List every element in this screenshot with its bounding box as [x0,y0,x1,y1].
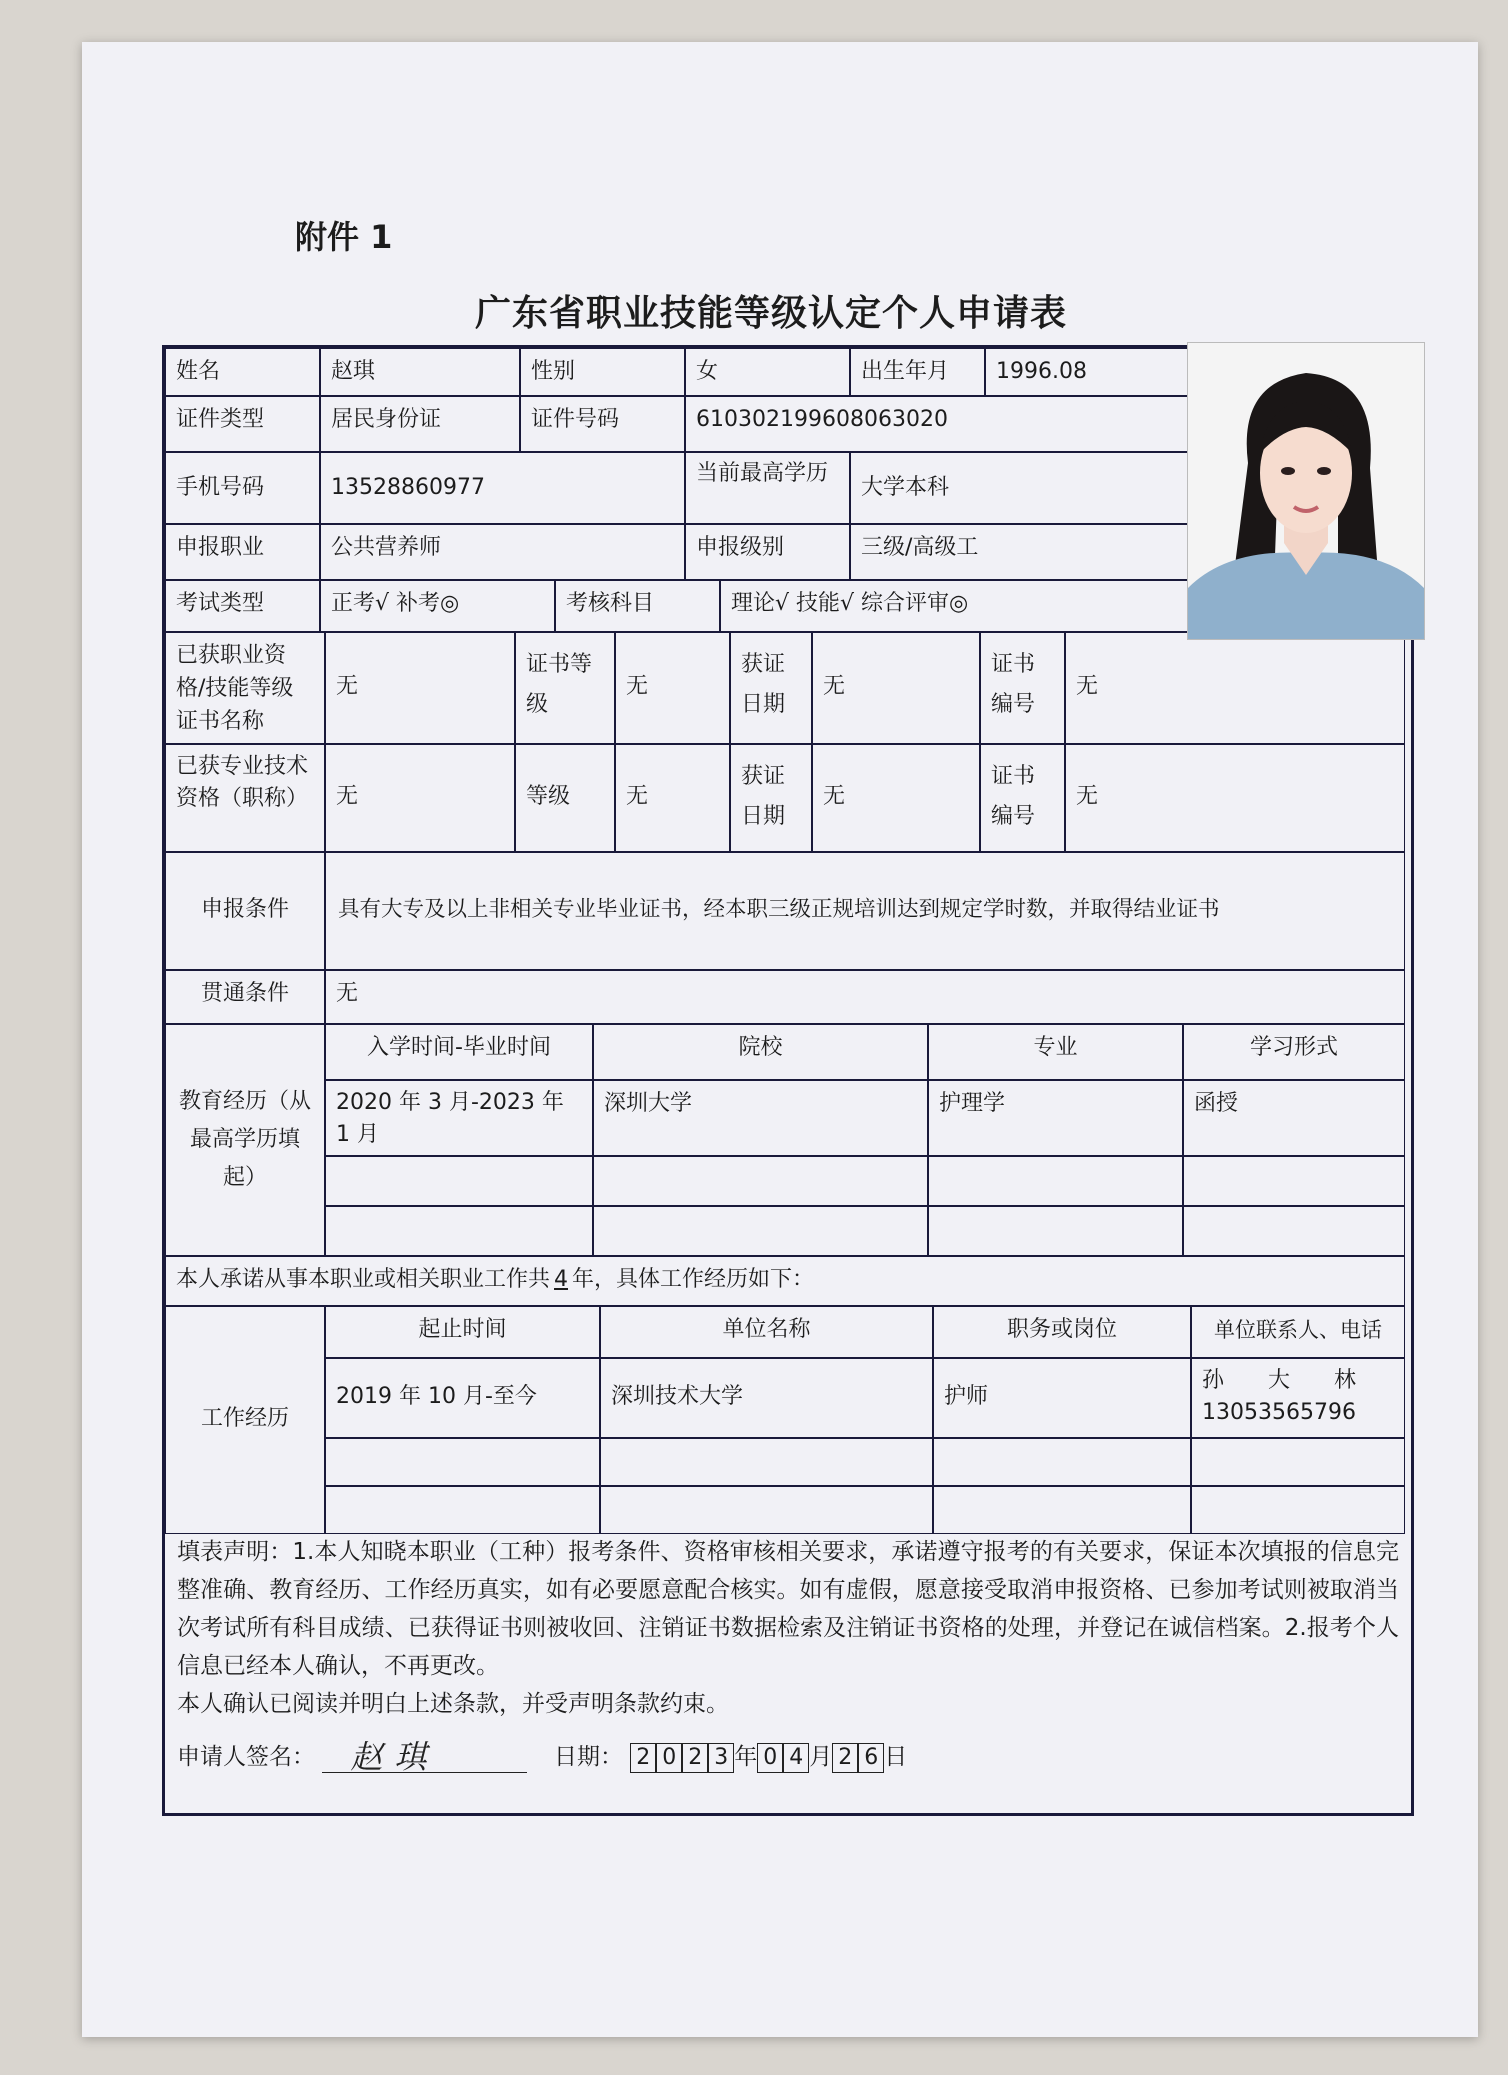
work-empty-cell [1191,1486,1405,1534]
subject-value: 理论√ 技能√ 综合评审◎ [720,580,1190,632]
work-empty-cell [933,1438,1191,1486]
phone-value: 13528860977 [320,452,685,524]
cert-level-value: 无 [615,632,730,744]
tech-date-value: 无 [812,744,980,852]
edu-label: 当前最高学历 [685,452,850,524]
work-empty-cell [325,1486,600,1534]
signature-row [177,1738,1077,1778]
edu-header-period: 入学时间-毕业时间 [325,1024,593,1080]
tech-date-label: 获证日期 [730,744,812,852]
apply-condition-value: 具有大专及以上非相关专业毕业证书，经本职三级正规培训达到规定学时数，并取得结业证书 [325,852,1405,970]
through-condition-label: 贯通条件 [165,970,325,1024]
work-header-contact: 单位联系人、电话 [1191,1306,1405,1358]
work-empty-cell [1191,1438,1405,1486]
edu-empty-cell [325,1156,593,1206]
contact-name: 孙 大 林 [1202,1368,1357,1393]
vocational-cert-value: 无 [325,632,515,744]
apply-condition-label: 申报条件 [165,852,325,970]
work-row-position: 护师 [933,1358,1191,1438]
work-row-unit: 深圳技术大学 [600,1358,933,1438]
date-label: 日期： [553,1744,623,1770]
gender-value: 女 [685,348,850,396]
edu-empty-cell [593,1206,928,1256]
birth-value: 1996.08 [985,348,1190,396]
declaration-body: 填表声明：1.本人知晓本职业（工种）报考条件、资格审核相关要求，承诺遵守报考的有关要求，保证本次填报的信息完整准确、教育经历、工作经历真实，如有必要愿意配合核实。如有虚假，愿意接受取消申报资格、已参加考试则被取消当次考试所有科目成绩、已获得证书则被收回、注销证书数据检索及注销证书资格的处理，并登记在诚信档案。2.报考个人信息已经本人确认，不再更改。 [177,1539,1399,1679]
year-digit-box: 3 [708,1743,734,1773]
year-unit: 年 [734,1744,758,1770]
phone-label: 手机号码 [165,452,320,524]
year-digit-box: 0 [656,1743,682,1773]
edu-empty-cell [928,1156,1183,1206]
month-digit-box: 4 [783,1743,809,1773]
work-header-unit: 单位名称 [600,1306,933,1358]
id-type-label: 证件类型 [165,396,320,452]
work-empty-cell [600,1438,933,1486]
work-header-period: 起止时间 [325,1306,600,1358]
work-empty-cell [933,1486,1191,1534]
day-digit-box: 6 [858,1743,884,1773]
tech-no-label: 证书编号 [980,744,1065,852]
contact-phone: 13053565796 [1202,1400,1356,1425]
work-row-period: 2019 年 10 月-至今 [325,1358,600,1438]
edu-header-form: 学习形式 [1183,1024,1405,1080]
edu-row-major: 护理学 [928,1080,1183,1156]
attachment-label: 附件 1 [295,218,393,256]
gender-label: 性别 [520,348,685,396]
signature-line [322,1737,527,1776]
cert-date-label: 获证日期 [730,632,812,744]
edu-empty-cell [593,1156,928,1206]
cert-no-value: 无 [1065,632,1405,744]
work-pledge [165,1256,1405,1306]
declaration-text [177,1533,1399,1723]
occupation-label: 申报职业 [165,524,320,580]
vocational-cert-label: 已获职业资格/技能等级证书名称 [165,632,325,744]
birth-label: 出生年月 [850,348,985,396]
cert-no-label: 证书编号 [980,632,1065,744]
work-empty-cell [325,1438,600,1486]
tech-title-value: 无 [325,744,515,852]
month-unit: 月 [809,1744,833,1770]
level-value: 三级/高级工 [850,524,1190,580]
edu-value: 大学本科 [850,452,1190,524]
edu-header-major: 专业 [928,1024,1183,1080]
edu-header-school: 院校 [593,1024,928,1080]
through-condition-value: 无 [325,970,1405,1024]
month-digit-box: 0 [757,1743,783,1773]
edu-row-form: 函授 [1183,1080,1405,1156]
edu-empty-cell [1183,1156,1405,1206]
day-digit-box: 2 [832,1743,858,1773]
exam-type-value: 正考√ 补考◎ [320,580,555,632]
edu-empty-cell [325,1206,593,1256]
tech-level-label: 等级 [515,744,615,852]
tech-level-value: 无 [615,744,730,852]
pledge-tail: 年，具体工作经历如下： [572,1267,815,1292]
tech-title-label: 已获专业技术资格（职称） [165,744,325,852]
year-digit-box: 2 [630,1743,656,1773]
edu-empty-cell [1183,1206,1405,1256]
edu-row-school: 深圳大学 [593,1080,928,1156]
declaration-confirm: 本人确认已阅读并明白上述条款，并受声明条款约束。 [177,1691,729,1717]
form-title: 广东省职业技能等级认定个人申请表 [475,293,1068,334]
handwritten-signature: 赵琪 [350,1737,439,1776]
pledge-text: 本人承诺从事本职业或相关职业工作共 [176,1267,551,1292]
year-digit-box: 2 [682,1743,708,1773]
day-unit: 日 [884,1744,908,1770]
work-header-position: 职务或岗位 [933,1306,1191,1358]
id-type-value: 居民身份证 [320,396,520,452]
education-label: 教育经历（从最高学历填起） [165,1024,325,1256]
work-empty-cell [600,1486,933,1534]
subject-label: 考核科目 [555,580,720,632]
id-no-value: 610302199608063020 [685,396,1190,452]
sign-label: 申请人签名： [177,1744,315,1770]
portrait-illustration [1188,343,1424,639]
edu-row-period: 2020 年 3 月-2023 年 1 月 [325,1080,593,1156]
work-row-contact [1191,1358,1405,1438]
occupation-value: 公共营养师 [320,524,685,580]
applicant-photo [1187,342,1425,640]
name-value: 赵琪 [320,348,520,396]
name-label: 姓名 [165,348,320,396]
level-label: 申报级别 [685,524,850,580]
edu-empty-cell [928,1206,1183,1256]
tech-no-value: 无 [1065,744,1405,852]
work-label: 工作经历 [165,1306,325,1534]
cert-date-value: 无 [812,632,980,744]
id-no-label: 证件号码 [520,396,685,452]
exam-type-label: 考试类型 [165,580,320,632]
pledge-years: 4 [554,1267,569,1292]
cert-level-label: 证书等级 [515,632,615,744]
